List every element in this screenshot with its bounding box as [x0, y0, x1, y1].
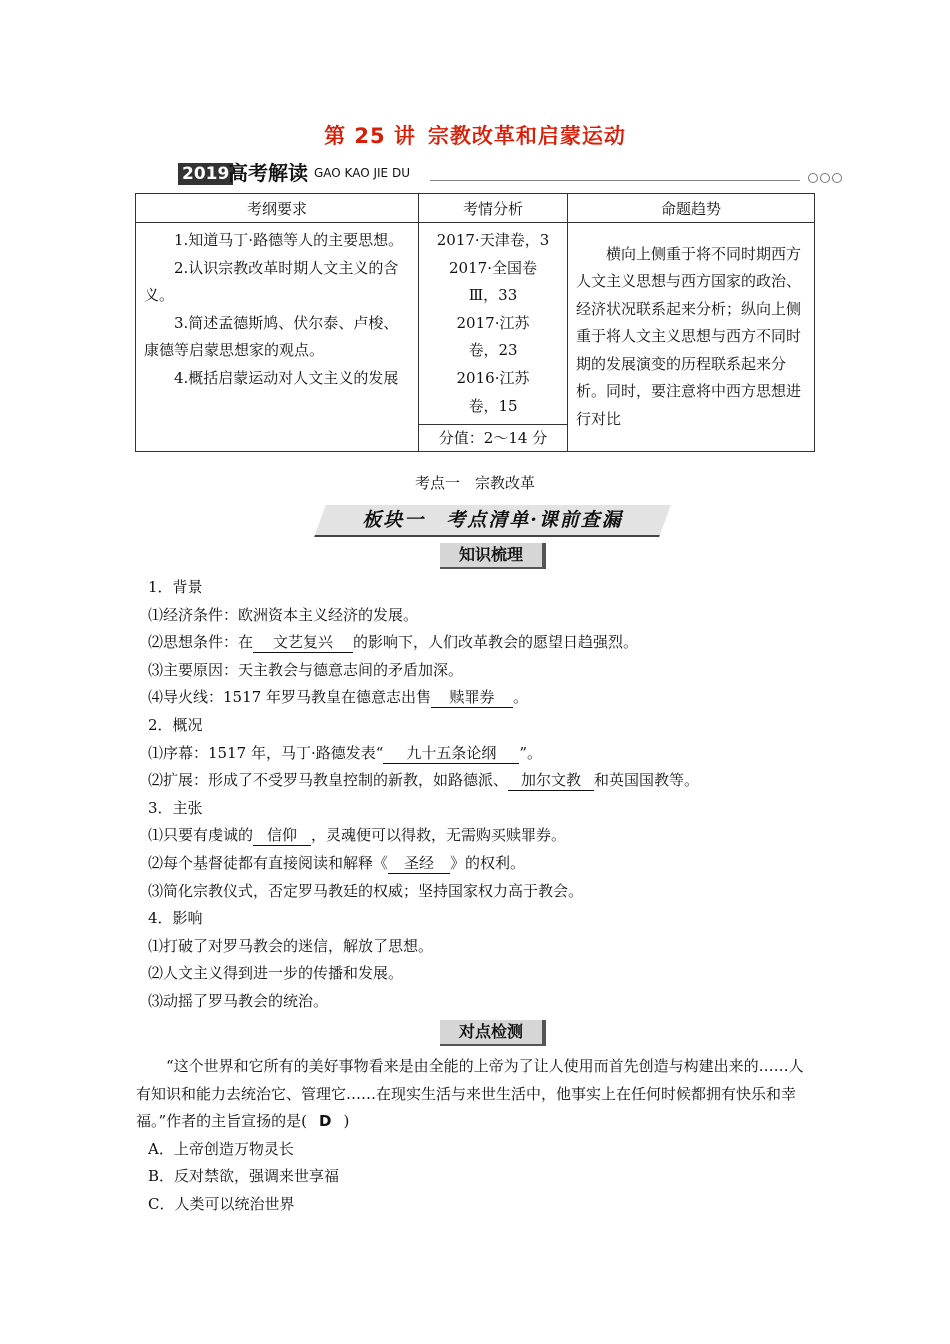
- exam-interpretation-banner: [178, 160, 848, 186]
- lecture-number: 第 25 讲: [324, 124, 416, 148]
- list-item: ⑷导火线：1517 年罗马教皇在德意志出售 赎罪券 。: [148, 688, 528, 707]
- list-item: ⑴序幕：1517 年，马丁·路德发表“ 九十五条论纲 ”。: [148, 743, 543, 762]
- banner-pinyin: GAO KAO JIE DU: [314, 166, 410, 180]
- requirement-item: 2.认识宗教改革时期人文主义的含义。: [144, 258, 399, 305]
- list-item: ⑴只要有虔诚的 信仰 ，灵魂便可以得救，无需购买赎罪券。: [148, 826, 567, 845]
- score-range: 分值：2～14 分: [419, 424, 567, 451]
- analysis-line: 2017·江苏: [456, 313, 530, 332]
- section-bar: [320, 505, 665, 535]
- list-item: ⑶简化宗教仪式，否定罗马教廷的权威；坚持国家权力高于教会。: [148, 881, 584, 900]
- list-item: ⑵思想条件：在 文艺复兴 的影响下，人们改革教会的愿望日趋强烈。: [148, 633, 639, 652]
- list-item: ⑴打破了对罗马教会的迷信，解放了思想。: [148, 936, 434, 955]
- question-block: [136, 1053, 818, 1219]
- analysis-line: 2016·江苏: [456, 368, 530, 387]
- analysis-line: Ⅲ，33: [468, 286, 518, 305]
- analysis-line: 2017·天津卷，3: [436, 231, 550, 249]
- heading-overview: 2．概况: [148, 715, 203, 734]
- check-tag: 对点检测: [440, 1020, 546, 1046]
- table-header-row: [136, 194, 815, 223]
- header-trend: 命题趋势: [568, 194, 815, 223]
- section-bar-text: 板块一 考点清单·课前查漏: [362, 509, 623, 531]
- requirement-item: 1.知道马丁·路德等人的主要思想。: [174, 231, 404, 249]
- list-item: ⑵扩展：形成了不受罗马教皇控制的新教，如路德派、 加尔文教 和英国国教等。: [148, 771, 700, 790]
- banner-rule: [430, 180, 800, 181]
- analysis-line: 2017·全国卷: [449, 258, 537, 277]
- heading-impact: 4．影响: [148, 909, 203, 928]
- list-item: ⑴经济条件：欧洲资本主义经济的发展。: [148, 605, 419, 624]
- trend-text: 横向上侧重于将不同时期西方人文主义思想与西方国家的政治、经济状况联系起来分析；纵向上侧重于将人文主义思想与西方不同时期的发展演变的历程联系起来分析。同时，要注意将中西方思想进行对比: [576, 244, 802, 429]
- exam-overview-table: [135, 193, 815, 452]
- requirements-cell: [136, 223, 419, 452]
- knowledge-content: [148, 574, 818, 1016]
- answer-letter: D: [319, 1112, 332, 1131]
- trend-cell: [568, 223, 815, 452]
- table-row: [136, 223, 815, 452]
- header-analysis: 考情分析: [419, 194, 568, 223]
- list-item: ⑵人文主义得到进一步的传播和发展。: [148, 964, 404, 983]
- fill-blank: 加尔文教: [508, 770, 594, 791]
- heading-claims: 3．主张: [148, 798, 203, 817]
- point-title: 考点一 宗教改革: [414, 474, 535, 492]
- requirement-item: 4.概括启蒙运动对人文主义的发展: [174, 368, 399, 387]
- analysis-cell: [419, 223, 568, 452]
- option-c: C．人类可以统治世界: [148, 1194, 295, 1213]
- analysis-line: 卷，23: [468, 341, 518, 360]
- fill-blank: 九十五条论纲: [383, 743, 519, 764]
- banner-label: 高考解读: [228, 161, 308, 185]
- lecture-name: 宗教改革和启蒙运动: [427, 124, 626, 148]
- fill-blank: 信仰: [253, 825, 311, 846]
- heading-background: 1．背景: [148, 578, 203, 596]
- banner-year: 2019: [178, 163, 233, 185]
- list-item: ⑵每个基督徒都有直接阅读和解释《 圣经 》的权利。: [148, 853, 526, 872]
- knowledge-tag: 知识梳理: [440, 543, 546, 569]
- list-item: ⑶主要原因：天主教会与德意志间的矛盾加深。: [148, 660, 464, 679]
- fill-blank: 赎罪券: [431, 687, 513, 708]
- analysis-line: 卷，15: [468, 396, 518, 415]
- fill-blank: 文艺复兴: [253, 632, 353, 653]
- question-stem: “这个世界和它所有的美好事物看来是由全能的上帝为了让人使用而首先创造与构建出来的……人有知识和能力去统治它、管理它……在现实生活与来世生活中，他事实上在任何时候都拥有快乐和幸福。”作者的主旨宣扬的是( D ): [136, 1057, 804, 1131]
- banner-dots-icon: [808, 168, 848, 180]
- option-a: A．上帝创造万物灵长: [148, 1139, 294, 1158]
- option-b: B．反对禁欲，强调来世享福: [148, 1167, 340, 1186]
- list-item: ⑶动摇了罗马教会的统治。: [148, 991, 329, 1010]
- lecture-title: [0, 120, 950, 150]
- requirement-item: 3.简述孟德斯鸠、伏尔泰、卢梭、康德等启蒙思想家的观点。: [144, 313, 399, 360]
- fill-blank: 圣经: [388, 853, 450, 874]
- header-requirements: 考纲要求: [136, 194, 419, 223]
